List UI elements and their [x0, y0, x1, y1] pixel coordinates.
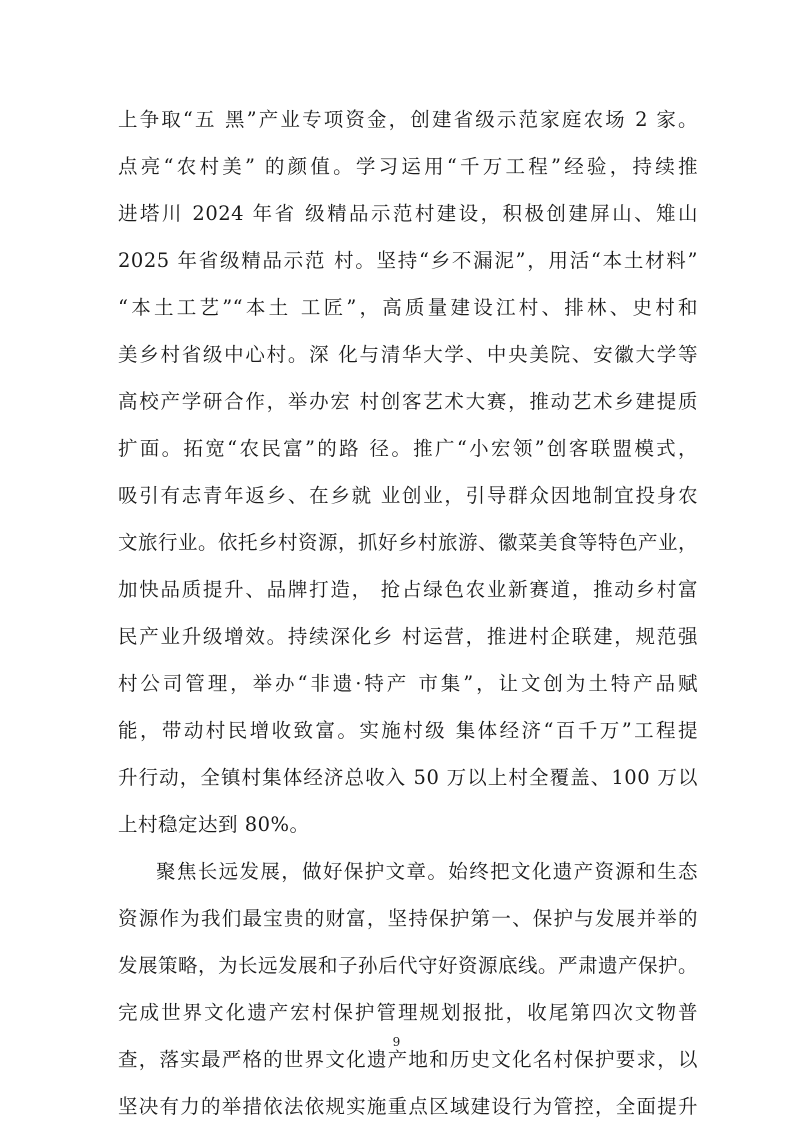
text-line: 上争取“五 黑”产业专项资金，创建省级示范家庭农场 2 家。	[118, 108, 698, 131]
text-line: 2025 年省级精品示范 村。坚持“乡不漏泥”，用活“本土材料”	[118, 249, 698, 272]
text-line: 高校产学研合作，举办宏 村创客艺术大赛，推动艺术乡建提质	[118, 390, 698, 413]
text-line: 能，带动村民增收致富。实施村级 集体经济“百千万”工程提	[118, 719, 698, 742]
text-line: 进塔川 2024 年省 级精品示范村建设，积极创建屏山、雉山	[118, 202, 698, 225]
body-text	[118, 96, 698, 1130]
text-line: 村公司管理，举办“非遗·特产 市集”，让文创为土特产品赋	[118, 672, 698, 695]
text-line: 查，落实最严格的世界文化遗产地和历史文化名村保护要求，以	[118, 1048, 698, 1071]
text-line: 发展策略，为长远发展和子孙后代守好资源底线。严肃遗产保护。	[118, 954, 699, 977]
text-line: 完成世界文化遗产宏村保护管理规划报批，收尾第四次文物普	[118, 1001, 698, 1024]
text-line: 民产业升级增效。持续深化乡 村运营，推进村企联建，规范强	[118, 625, 698, 648]
text-line: 上村稳定达到 80%。	[118, 813, 310, 836]
text-line: 吸引有志青年返乡、在乡就 业创业，引导群众因地制宜投身农	[118, 484, 698, 507]
text-line: 资源作为我们最宝贵的财富，坚持保护第一、保护与发展并举的	[118, 907, 698, 930]
text-line: 点亮“农村美” 的颜值。学习运用“千万工程”经验，持续推	[118, 155, 698, 178]
text-line: 扩面。拓宽“农民富”的路 径。推广“小宏领”创客联盟模式，	[118, 437, 698, 460]
text-line: 升行动，全镇村集体经济总收入 50 万以上村全覆盖、100 万以	[118, 766, 698, 789]
text-line: 美乡村省级中心村。深 化与清华大学、中央美院、安徽大学等	[118, 343, 698, 366]
text-line: 加快品质提升、品牌打造， 抢占绿色农业新赛道，推动乡村富	[118, 578, 698, 601]
text-line: 坚决有力的举措依法依规实施重点区域建设行为管控，全面提升	[118, 1095, 698, 1118]
page-number: 9	[392, 1035, 401, 1049]
text-line: 聚焦长远发展，做好保护文章。始终把文化遗产资源和生态	[156, 860, 698, 883]
text-line: 文旅行业。依托乡村资源，抓好乡村旅游、徽菜美食等特色产业，	[118, 531, 699, 554]
text-line: “本土工艺”“本土 工匠”，高质量建设江村、排林、史村和	[118, 296, 698, 319]
